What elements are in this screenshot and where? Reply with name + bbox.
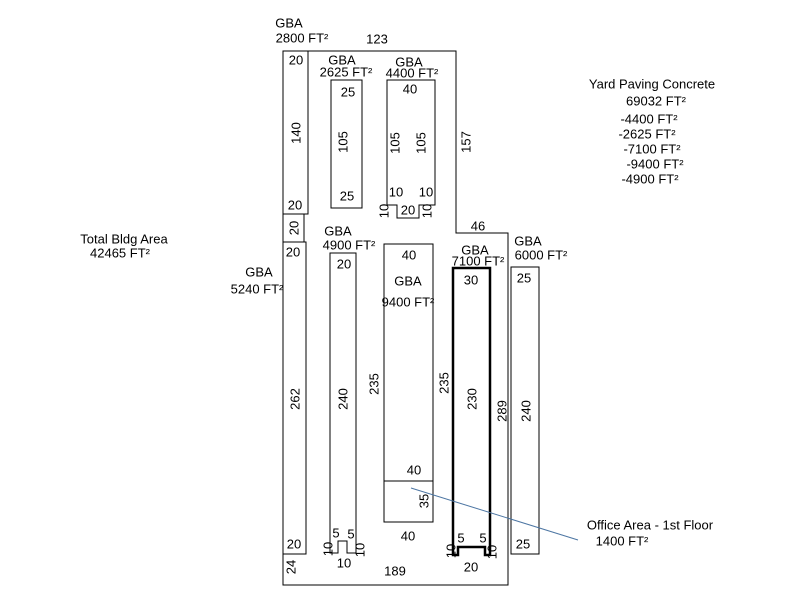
gba-4900-label: GBA <box>324 223 352 239</box>
dim-strip4900-notch-left: 10 <box>320 541 336 557</box>
parcel-outline <box>283 51 508 585</box>
dim-connector: 20 <box>286 220 302 236</box>
dim-rect7100-leg-left: 5 <box>457 530 465 546</box>
gba-5240-value: 5240 FT² <box>230 281 284 297</box>
dim-rect6000-top: 25 <box>516 270 532 286</box>
yard-paving-deduction-1: -4400 FT² <box>620 111 678 127</box>
dim-rect7100-notch-left: 10 <box>443 543 459 559</box>
dim-strip4900-notch-right: 10 <box>352 542 368 558</box>
dim-rect7100-notch-right: 10 <box>484 544 500 560</box>
dim-parcel-top: 123 <box>366 31 388 47</box>
gba-4900-value: 4900 FT² <box>322 237 376 253</box>
dim-rect2625-top: 25 <box>340 84 356 100</box>
yard-paving-total: 69032 FT² <box>626 93 686 109</box>
dim-parcel-step: 46 <box>470 218 486 234</box>
gba-7100-value: 7100 FT² <box>451 253 505 269</box>
dim-rect4400-tab-right: 10 <box>419 203 435 219</box>
dim-rect9400-top: 40 <box>401 247 417 263</box>
dim-strip5240-mid: 262 <box>287 388 303 410</box>
dim-strip4900-leg-left: 5 <box>332 525 340 541</box>
dim-office-side: 35 <box>416 493 432 509</box>
dim-rect2625-bottom: 25 <box>339 188 355 204</box>
office-area-label: Office Area - 1st Floor <box>586 517 714 533</box>
gba-9400-value: 9400 FT² <box>381 294 435 310</box>
dim-parcel-bottom: 189 <box>384 563 406 579</box>
dim-rect2625-mid: 105 <box>335 131 351 153</box>
gba-6000-value: 6000 FT² <box>514 247 568 263</box>
total-bldg-area-value: 42465 FT² <box>90 245 150 261</box>
dim-rect4400-bottom-left: 10 <box>388 184 404 200</box>
dim-rect7100-top: 30 <box>463 272 479 288</box>
dim-strip2800-bottom: 20 <box>287 197 303 213</box>
dim-rect7100-leg-right: 5 <box>479 530 487 546</box>
dim-office-bottom: 40 <box>400 528 416 544</box>
dim-rect4400-tab-bottom: 20 <box>400 202 416 218</box>
dim-strip5240-bottom: 20 <box>286 536 302 552</box>
gba-4400-label: GBA <box>395 54 423 70</box>
dim-office-top: 40 <box>406 462 422 478</box>
office-leader-line <box>411 488 578 540</box>
yard-paving-deduction-3: -7100 FT² <box>623 141 681 157</box>
dim-rect4400-left: 105 <box>387 132 403 154</box>
dim-rect4400-tab-left: 10 <box>376 203 392 219</box>
office-area-value: 1400 FT² <box>595 533 649 549</box>
yard-paving-deduction-4: -9400 FT² <box>626 156 684 172</box>
dim-rect6000-mid: 240 <box>518 400 534 422</box>
rect-7100-shape <box>453 268 490 555</box>
gba-4400-value: 4400 FT² <box>385 65 439 81</box>
dim-rect9400-right: 235 <box>436 372 452 394</box>
dim-strip5240-top: 20 <box>285 244 301 260</box>
dim-strip4900-leg-right: 5 <box>347 526 355 542</box>
yard-paving-deduction-2: -2625 FT² <box>618 126 676 142</box>
dim-rect4400-right: 105 <box>413 132 429 154</box>
total-bldg-area-label: Total Bldg Area <box>80 231 168 247</box>
gba-2800-value: 2800 FT² <box>275 30 329 46</box>
dim-rect4400-top: 40 <box>402 81 418 97</box>
dim-parcel-right-lower: 289 <box>494 400 510 422</box>
gba-5240-label: GBA <box>245 264 273 280</box>
dim-parcel-left-lower: 24 <box>283 559 299 575</box>
dim-rect4400-bottom-right: 10 <box>418 184 434 200</box>
dim-strip4900-top: 20 <box>336 256 352 272</box>
dim-rect7100-notch-bottom: 20 <box>463 559 479 575</box>
dim-strip4900-mid: 240 <box>335 388 351 410</box>
dim-strip2800-top: 20 <box>288 52 304 68</box>
gba-2625-label: GBA <box>328 52 356 68</box>
dim-parcel-right-upper: 157 <box>458 131 474 153</box>
gba-9400-label: GBA <box>394 273 422 289</box>
dim-strip2800-mid: 140 <box>288 122 304 144</box>
gba-2800-label: GBA <box>275 15 303 31</box>
dim-strip4900-notch-bottom: 10 <box>336 555 352 571</box>
gba-6000-label: GBA <box>514 233 542 249</box>
dim-rect7100-mid: 230 <box>464 388 480 410</box>
gba-7100-label: GBA <box>461 242 489 258</box>
yard-paving-deduction-5: -4900 FT² <box>621 171 679 187</box>
dim-rect9400-left: 235 <box>366 373 382 395</box>
yard-paving-title: Yard Paving Concrete <box>588 76 716 92</box>
dim-rect6000-bottom: 25 <box>515 536 531 552</box>
gba-2625-value: 2625 FT² <box>319 64 373 80</box>
